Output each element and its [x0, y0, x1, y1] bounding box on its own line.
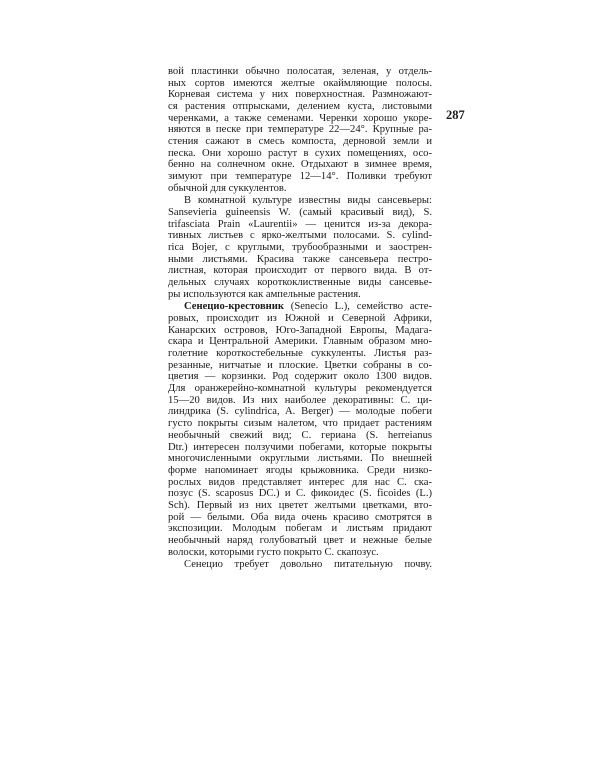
- text-column: [168, 66, 432, 571]
- paragraph: [168, 66, 432, 194]
- text-line: trifasciata Prain «Laurentii» — ценится из-за декора-: [168, 218, 432, 230]
- text-line: позус (S. scaposus DC.) и С. фикоидес (S. ficoides (L.): [168, 488, 432, 500]
- text-line: густо покрыты сизым налетом, что придает растениям: [168, 418, 432, 430]
- text-line: необычный наряд голубоватый цвет и нежные белые: [168, 534, 432, 546]
- text-line: ры используются как ампельные растения.: [168, 288, 361, 300]
- paragraph: [168, 559, 432, 571]
- text-line: Sansevieria guineensis W. (самый красивый вид), S.: [168, 207, 432, 219]
- text-line: ся растения отпрысками, делением куста, листовыми: [168, 101, 432, 113]
- text-line: черенками, а также семенами. Черенки хорошо укоре-: [168, 112, 432, 124]
- text-line: няются в песке при температуре 22—24°. Крупные ра-: [168, 124, 432, 136]
- text-line: рой — белыми. Оба вида очень красиво смотрятся в: [168, 511, 432, 523]
- text-line: Сенецио требует довольно питательную почву.: [184, 559, 432, 571]
- text-line: Dtr.) интересен ползучими побегами, которые покрыты: [168, 441, 432, 453]
- section-term: Сенецио-крестовник: [184, 301, 284, 313]
- text-line: зимуют при температуре 12—14°. Поливки требуют: [168, 171, 432, 183]
- text-line: песка. Они хорошо растут в сухих помещениях, осо-: [168, 147, 432, 159]
- text-line: волоски, которыми густо покрыто С. скапозус.: [168, 546, 379, 558]
- text-line: тивных листьев с ярко-желтыми полосами. S. cylind-: [168, 230, 432, 242]
- text-line: многочисленными округлыми листьями. По внешней: [168, 453, 432, 465]
- text-line: Sch). Первый из них цветет желтыми цветками, вто-: [168, 499, 432, 511]
- page-number: 287: [446, 108, 465, 122]
- text-line: необычный свежий вид; С. гериана (S. herreianus: [168, 429, 432, 441]
- text-line: Канарских островов, Юго-Западной Европы, Мадага-: [168, 324, 432, 336]
- text-line: В комнатной культуре известны виды сансевьеры:: [184, 195, 432, 207]
- text-line: 15—20 видов. Из них наиболее декоративны: С. ци-: [168, 394, 432, 406]
- text-line: листная, которая происходит от первого вида. В от-: [168, 265, 432, 277]
- text-line: дельных случаях короткоклиственные виды сансевье-: [168, 277, 432, 289]
- section-term-rest: (Senecio L.), семейство астe-: [283, 301, 432, 313]
- paragraph: [168, 301, 432, 558]
- text-line: резанные, нитчатые и плоские. Цветки собраны в со-: [168, 359, 432, 371]
- text-line: скара и Центральной Америки. Главным образом мно-: [168, 336, 432, 348]
- text-line: ровых, происходит из Южной и Северной Африки,: [168, 313, 432, 325]
- text-line: линдрика (S. cylindrica, A. Berger) — молодые побеги: [168, 406, 432, 418]
- text-line: голетние короткостебельные суккуленты. Листья раз-: [168, 348, 432, 360]
- text-line: ных сортов имеются желтые окаймляющие полосы.: [168, 77, 432, 89]
- paragraph: [168, 195, 432, 300]
- text-line: экспозиции. Молодым побегам и листьям придают: [168, 523, 432, 535]
- text-line: обычной для суккулентов.: [168, 182, 287, 194]
- text-line: рослых видов представляет интерес для нас С. ска-: [168, 476, 432, 488]
- text-line: [168, 301, 432, 313]
- text-line: стения сажают в смесь компоста, дерновой земли и: [168, 136, 432, 148]
- text-line: бенно на солнечном окне. Отдыхают в зимнее время,: [168, 159, 432, 171]
- text-line: вой пластинки обычно полосатая, зеленая, у отдель-: [168, 66, 432, 77]
- text-line: цветия — корзинки. Род содержит около 1300 видов.: [168, 371, 432, 383]
- text-line: Для оранжерейно-комнатной культуры рекомендуется: [168, 383, 432, 395]
- text-line: rica Bojer, с круглыми, трубообразными и заострен-: [168, 242, 432, 254]
- text-line: Корневая система у них поверхностная. Размножают-: [168, 89, 432, 101]
- text-line: ными листьями. Красива также сансевьера пестро-: [168, 253, 432, 265]
- text-line: форме напоминает ягоды крыжовника. Среди низко-: [168, 464, 432, 476]
